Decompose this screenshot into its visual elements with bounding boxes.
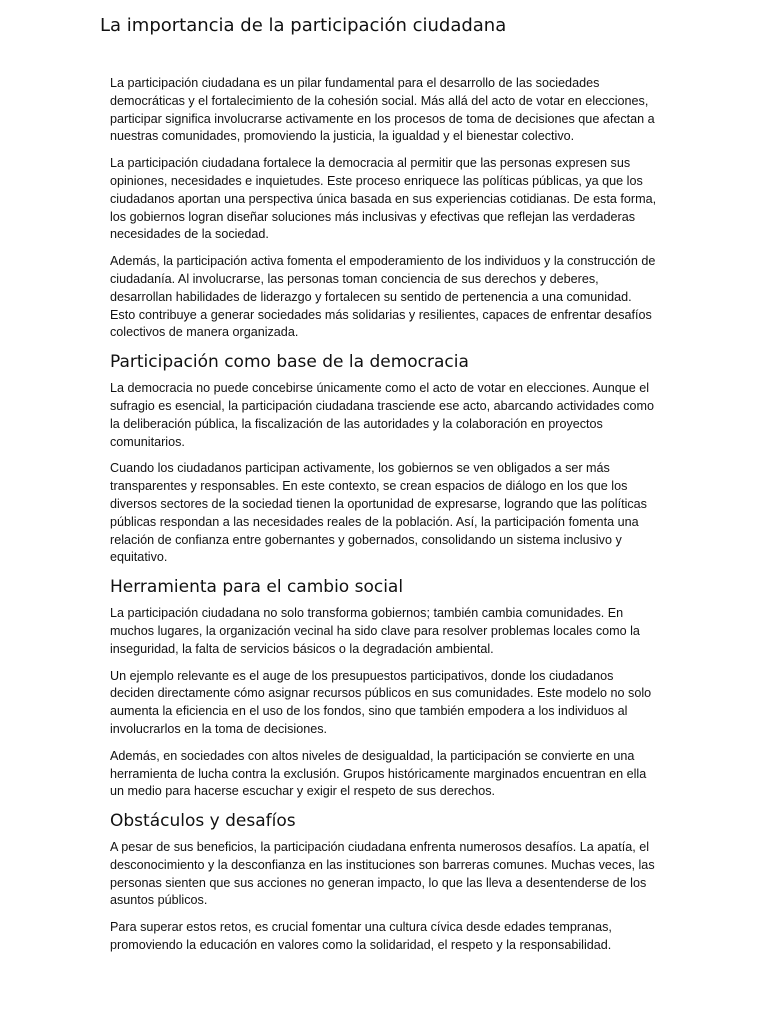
section-paragraph: Para superar estos retos, es crucial fomentar una cultura cívica desde edades tempranas, promoviendo la educación en valores como la solidaridad, el respeto y la responsabilidad. — [110, 920, 612, 953]
section-paragraph: La democracia no puede concebirse únicamente como el acto de votar en elecciones. Aunque el sufragio es esencial, la participación ciudadana trasciende ese acto, abarcando actividades como la deliberación pública, la fiscalización de las autoridades y la colaboración en proyectos comunitarios. — [110, 381, 654, 449]
section-paragraph: A pesar de sus beneficios, la participación ciudadana enfrenta numerosos desafíos. La apatía, el desconocimiento y la desconfianza en las instituciones son barreras comunes. Muchas veces, las personas sienten que sus acciones no generan impacto, lo que las lleva a desentenderse de los asuntos públicos. — [110, 840, 655, 908]
section-paragraph: Además, en sociedades con altos niveles de desigualdad, la participación se convierte en una herramienta de lucha contra la exclusión. Grupos históricamente marginados encuentran en ella un medio para hacerse escuchar y exigir el respeto de sus derechos. — [110, 748, 647, 799]
intro-paragraph: La participación ciudadana es un pilar fundamental para el desarrollo de las sociedades democráticas y el fortalecimiento de la cohesión social. Más allá del acto de votar en elecciones, participar significa involucrarse activamente en los procesos de toma de decisiones que afectan a nuestras comunidades, promoviendo la justicia, la igualdad y el bienestar colectivo. — [110, 76, 655, 144]
section-heading-cambio-social: Herramienta para el cambio social — [110, 577, 404, 598]
section-paragraph: La participación ciudadana no solo transforma gobiernos; también cambia comunidades. En muchos lugares, la organización vecinal ha sido clave para resolver problemas locales como la inseguridad, la falta de servicios básicos o la degradación ambiental. — [110, 606, 640, 656]
intro-paragraph: Además, la participación activa fomenta el empoderamiento de los individuos y la construcción de ciudadanía. Al involucrarse, las personas toman conciencia de sus derechos y deberes, desarrollan habilidades de liderazgo y fortalecen su sentido de pertenencia a una comunidad. Esto contribuye a generar sociedades más solidarias y resilientes, capaces de enfrentar desafíos colectivos de manera organizada. — [110, 254, 656, 340]
section-heading-democracia: Participación como base de la democracia — [110, 352, 469, 373]
section-paragraph: Un ejemplo relevante es el auge de los presupuestos participativos, donde los ciudadanos deciden directamente cómo asignar recursos públicos en sus comunidades. Este modelo no solo aumenta la eficiencia en el uso de los fondos, sino que también empodera a los individuos al involucrarlos en la toma de decisiones. — [110, 668, 652, 736]
section-heading-obstaculos: Obstáculos y desafíos — [110, 811, 296, 832]
intro-paragraph: La participación ciudadana fortalece la democracia al permitir que las personas expresen sus opiniones, necesidades e inquietudes. Este proceso enriquece las políticas públicas, ya que los ciudadanos aportan una perspectiva única basada en sus experiencias cotidianas. De esta forma, los gobiernos logran diseñar soluciones más inclusivas y efectivas que reflejan las verdaderas necesidades de la sociedad. — [110, 156, 657, 242]
section-paragraph: Cuando los ciudadanos participan activamente, los gobiernos se ven obligados a ser más transparentes y responsables. En este contexto, se crean espacios de diálogo en los que los diversos sectores de la sociedad tienen la oportunidad de expresarse, logrando que las políticas públicas respondan a las necesidades reales de la población. Así, la participación fomenta una relación de confianza entre gobernantes y gobernados, consolidando un sistema inclusivo y equitativo. — [110, 461, 647, 565]
page-title: La importancia de la participación ciudadana — [100, 15, 507, 36]
document-body — [110, 75, 658, 964]
